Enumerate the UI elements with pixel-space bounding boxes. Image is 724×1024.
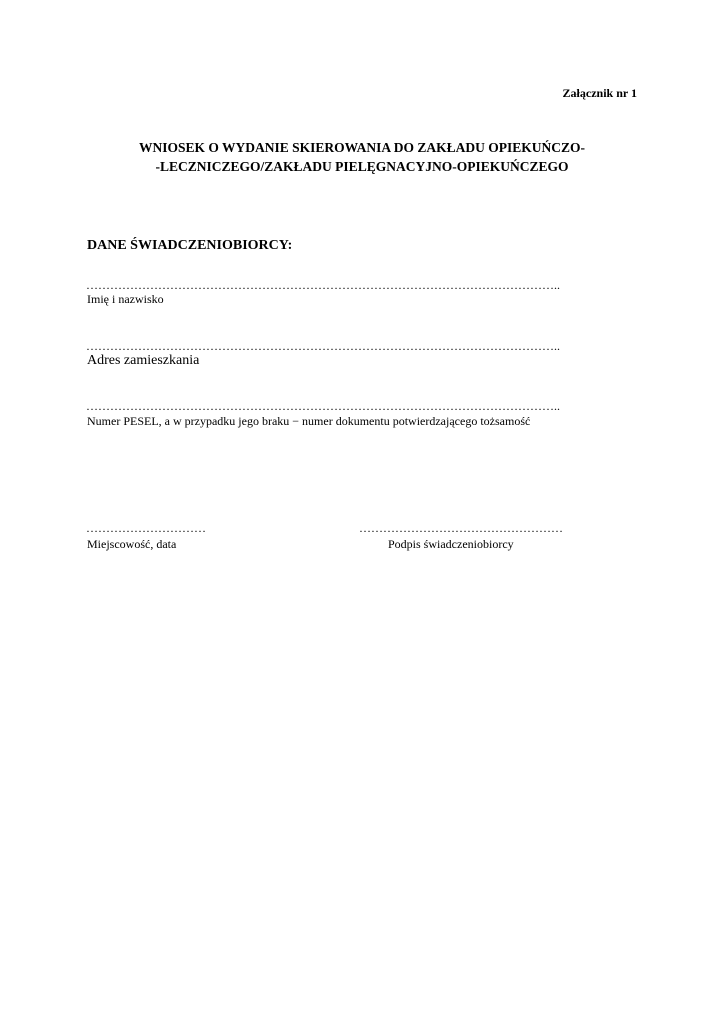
address-field-label: Adres zamieszkania xyxy=(87,353,200,368)
annex-label: Załącznik nr 1 xyxy=(562,86,637,100)
name-field-label: Imię i nazwisko xyxy=(87,292,164,306)
name-field-line[interactable]: ……………………………………………………………………………………………………….. xyxy=(86,278,560,292)
place-date-label: Miejscowość, data xyxy=(87,537,177,551)
title-line-2: -LECZNICZEGO/ZAKŁADU PIELĘGNACYJNO-OPIEKUŃCZEGO xyxy=(155,159,569,174)
title-line-1: WNIOSEK O WYDANIE SKIEROWANIA DO ZAKŁADU OPIEKUŃCZO- xyxy=(138,140,586,155)
signature-label: Podpis świadczeniobiorcy xyxy=(388,537,514,551)
address-field-line[interactable]: ……………………………………………………………………………………………………….. xyxy=(86,339,560,353)
document-title xyxy=(60,138,664,176)
section-heading: DANE ŚWIADCZENIOBIORCY: xyxy=(87,238,293,253)
signature-line[interactable]: …………………………………………… xyxy=(359,521,563,535)
pesel-field-label: Numer PESEL, a w przypadku jego braku − numer dokumentu potwierdzającego tożsamość xyxy=(87,414,531,428)
place-date-line[interactable]: ………………………… xyxy=(86,521,206,535)
pesel-field-line[interactable]: ……………………………………………………………………………………………………….. xyxy=(86,399,560,413)
